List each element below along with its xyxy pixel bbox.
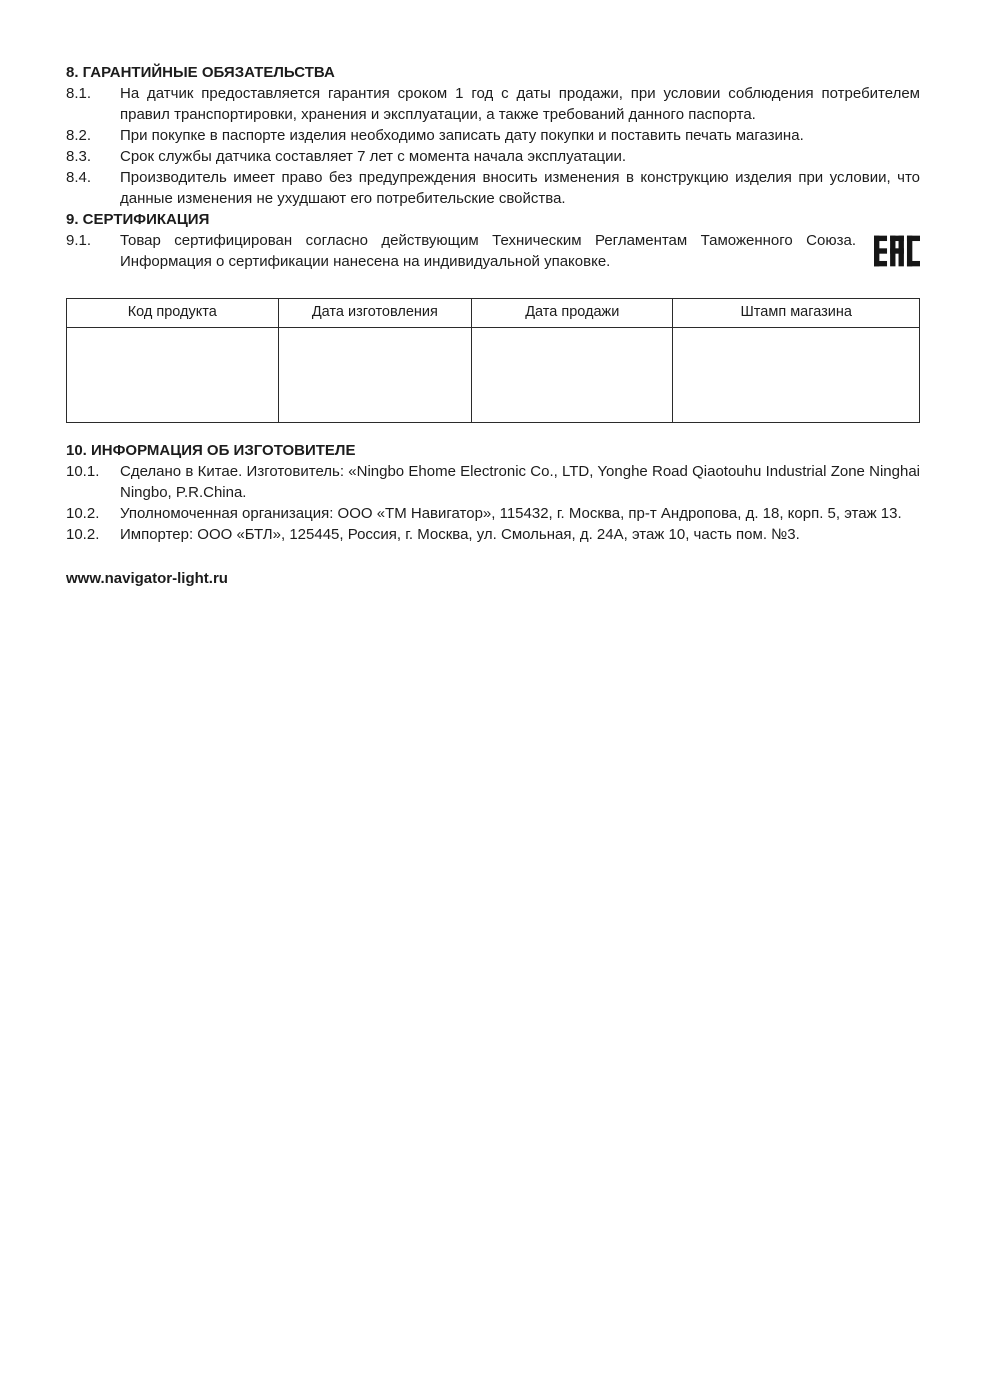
table-header-cell: Дата изготовления	[278, 299, 472, 328]
list-item	[66, 146, 920, 167]
website-url: www.navigator-light.ru	[66, 570, 228, 587]
table-cell	[472, 328, 673, 423]
table-cell	[278, 328, 472, 423]
item-text: Уполномоченная организация: ООО «ТМ Навигатор», 115432, г. Москва, пр-т Андропова, д. 18, корп. 5, этаж 13.	[120, 505, 902, 522]
item-number: 10.2.	[66, 526, 100, 543]
list-item	[66, 83, 920, 125]
item-number: 10.1.	[66, 463, 100, 480]
table-header-cell: Код продукта	[67, 299, 279, 328]
table-row	[67, 328, 920, 423]
section-warranty	[66, 62, 920, 209]
table-header-cell: Штамп магазина	[673, 299, 920, 328]
list-item	[66, 125, 920, 146]
table-header-row	[67, 299, 920, 328]
item-text: Товар сертифицирован согласно действующим Техническим Регламентам Таможенного Союза. Информация о сертификации нанесена на индивидуальной упаковке.	[120, 232, 856, 270]
item-number: 10.2.	[66, 505, 100, 522]
item-number: 8.4.	[66, 169, 92, 186]
item-text: Производитель имеет право без предупреждения вносить изменения в конструкцию изделия при условии, что данные изменения не ухудшают его потребительские свойства.	[120, 169, 920, 207]
list-item	[66, 524, 920, 545]
item-text: На датчик предоставляется гарантия сроком 1 год с даты продажи, при условии соблюдения потребителем правил транспортировки, хранения и эксплуатации, а также требований данного паспорта.	[120, 85, 920, 123]
section-certification-heading: 9. СЕРТИФИКАЦИЯ	[66, 211, 210, 228]
eac-certification-mark-icon	[872, 230, 920, 272]
item-text: При покупке в паспорте изделия необходимо записать дату покупки и поставить печать магазина.	[120, 127, 804, 144]
item-text: Импортер: ООО «БТЛ», 125445, Россия, г. Москва, ул. Смольная, д. 24А, этаж 10, часть пом. №3.	[120, 526, 800, 543]
item-number: 8.1.	[66, 85, 92, 102]
section-warranty-heading: 8. ГАРАНТИЙНЫЕ ОБЯЗАТЕЛЬСТВА	[66, 64, 335, 81]
item-text: Сделано в Китае. Изготовитель: «Ningbo Ehome Electronic Co., LTD, Yonghe Road Qiaotouhu Industrial Zone Ninghai Ningbo, P.R.China.	[120, 463, 920, 501]
section-certification	[66, 209, 920, 272]
list-item	[66, 230, 920, 272]
list-item	[66, 503, 920, 524]
item-text: Срок службы датчика составляет 7 лет с момента начала эксплуатации.	[120, 148, 627, 165]
list-item	[66, 167, 920, 209]
item-number: 8.2.	[66, 127, 92, 144]
item-number: 8.3.	[66, 148, 92, 165]
section-manufacturer-heading: 10. ИНФОРМАЦИЯ ОБ ИЗГОТОВИТЕЛЕ	[66, 442, 356, 459]
purchase-record-table	[66, 298, 920, 423]
table-cell	[673, 328, 920, 423]
table-cell	[67, 328, 279, 423]
list-item	[66, 461, 920, 503]
table-header-cell: Дата продажи	[472, 299, 673, 328]
item-number: 9.1.	[66, 232, 92, 249]
section-manufacturer	[66, 440, 920, 545]
